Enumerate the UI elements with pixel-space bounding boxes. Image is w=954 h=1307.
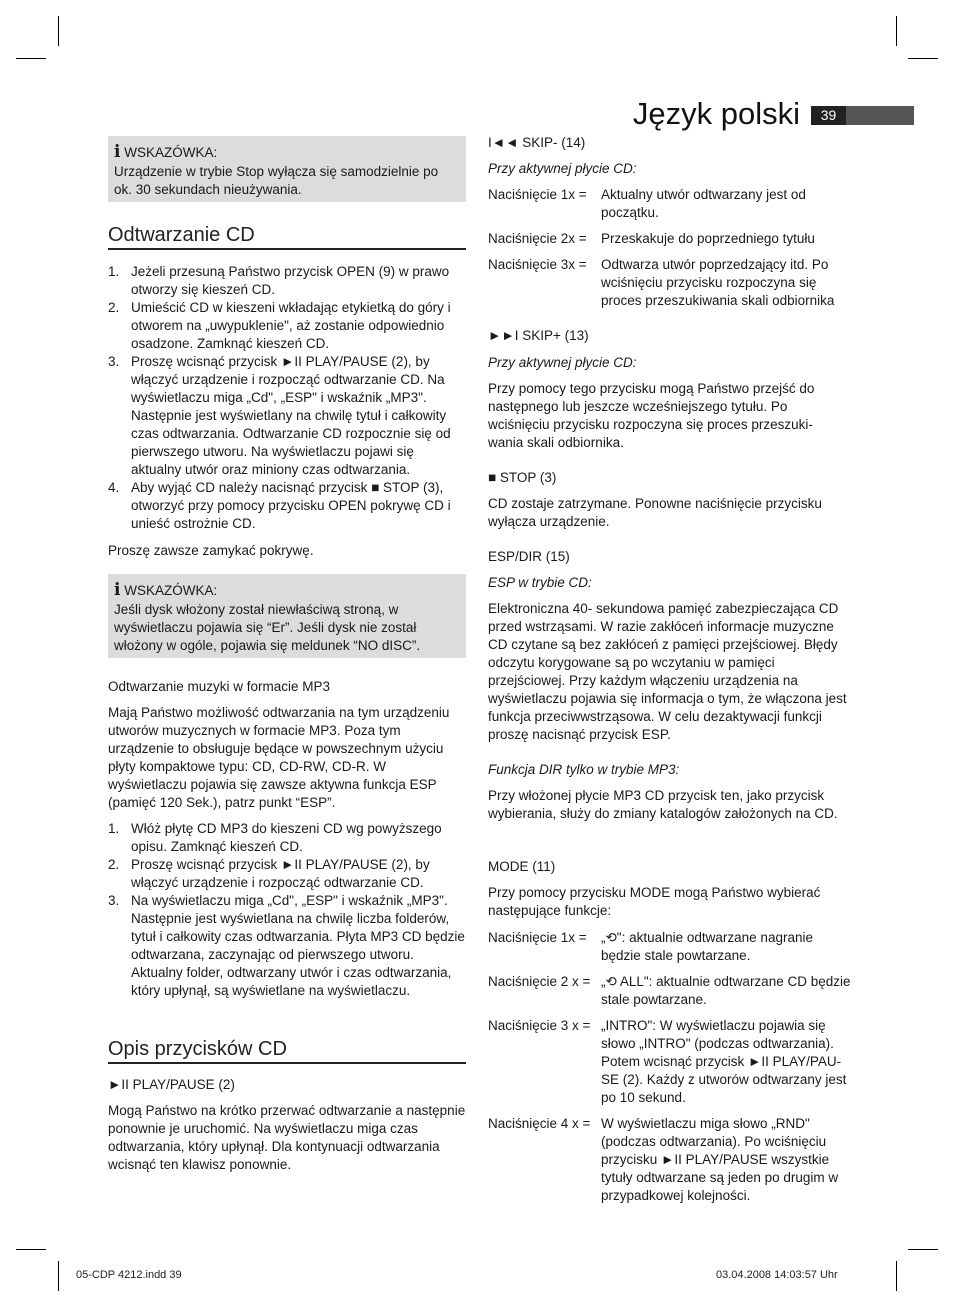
- numbered-list: [108, 263, 466, 533]
- note-label: WSKAZÓWKA:: [124, 583, 218, 598]
- paragraph: CD zostaje zatrzymane. Ponowne naciśnięcie przycisku wyłącza urządzenie.: [488, 496, 822, 529]
- subheading: Odtwarzanie muzyki w formacie MP3: [108, 679, 331, 694]
- list-item: 4. Aby wyjąć CD należy nacisnąć przycisk ■ STOP (3), otworzyć przy pomocy przycisku OPEN pokrywę CD i unieść ostrożnie CD.: [108, 480, 451, 531]
- list-item: 3. Proszę wcisnąć przycisk ►II PLAY/PAUSE (2), by włączyć urządzenie i rozpocząć odtwarzanie CD. Na wyświetlaczu miga „Cd", „ESP" i wskaźnik „MP3". Następnie jest wyświetlany na chwilę tytuł i całkowity czas odtwarzania. Odtwarzanie CD rozpocznie się od pierwszego utworu. Na wyświetlaczu pojawi się aktualny utwór oraz miniony czas odtwarzania.: [108, 354, 451, 477]
- subheading: I◄◄ SKIP- (14): [488, 135, 586, 150]
- crop-mark: [908, 58, 938, 59]
- crop-mark: [16, 58, 46, 59]
- list-item: 2. Proszę wcisnąć przycisk ►II PLAY/PAUSE (2), by włączyć urządzenie i rozpocząć odtwarzanie CD.: [108, 857, 430, 890]
- paragraph: Przy włożonej płycie MP3 CD przycisk ten, jako przycisk wybierania, służy do zmiany katalogów założonych na CD.: [488, 788, 838, 821]
- footer-date: 03.04.2008 14:03:57 Uhr: [716, 1269, 838, 1281]
- crop-mark: [16, 1249, 46, 1250]
- paragraph: Przy pomocy przycisku MODE mogą Państwo wybierać następujące funkcje:: [488, 885, 821, 918]
- subheading-italic: Przy aktywnej płycie CD:: [488, 355, 637, 370]
- note-text: Urządzenie w trybie Stop wyłącza się samodzielnie po ok. 30 sekundach nieużywania.: [114, 164, 439, 197]
- note-header: [114, 143, 217, 162]
- subheading: ►►I SKIP+ (13): [488, 328, 589, 343]
- list-item: 3. Na wyświetlaczu miga „Cd", „ESP" i wskaźnik „MP3". Następnie jest wyświetlana na chwilę liczba folderów, tytuł i całkowity czas odtwarzania. Płyta MP3 CD będzie odtwarzana, zaczynając od pierwszego utworu. Aktualny folder, odtwarzany utwór i czas odtwarzania, który upłynął, są wyświetlane na wyświetlaczu.: [108, 893, 465, 998]
- note-text: Jeśli dysk włożony został niewłaściwą stroną, w wyświetlaczu pojawia się “Er”. Jeśli dysk nie został włożony w ogóle, pojawia się meldunek “NO dISC”.: [114, 602, 421, 653]
- paragraph: Mają Państwo możliwość odtwarzania na tym urządzeniu utworów muzycznych w formacie MP3. Poza tym urządzenie to obsługuje będące w powszechnym użyciu płyty kompaktowe typu: CD, CD-RW, CD-R. W wyświetlaczu pojawia się zawsze aktywna funkcja ESP (pamięć 120 Sek.), patrz punkt “ESP”.: [108, 705, 450, 810]
- numbered-list: [108, 820, 466, 1000]
- paragraph: Mogą Państwo na krótko przerwać odtwarzanie a następnie ponownie je uruchomić. Na wyświetlaczu miga czas odtwarzania, który upłynął. Dla kontynuacji odtwarzania wcisnąć ten klawisz ponownie.: [108, 1103, 466, 1172]
- note-box: [108, 574, 466, 658]
- paragraph: Proszę zawsze zamykać pokrywę.: [108, 543, 314, 558]
- crop-mark: [58, 1261, 59, 1291]
- list-item: 2. Umieścić CD w kieszeni wkładając etykietką do góry i otworem na „uwypuklenie", aż zostanie odpowiednio osadzone. Zamknąć kieszeń CD.: [108, 300, 451, 351]
- note-header: [114, 581, 217, 600]
- crop-mark: [908, 1249, 938, 1250]
- list-item: 1. Jeżeli przesuną Państwo przycisk OPEN (9) w prawo otworzy się kieszeń CD.: [108, 264, 450, 297]
- subheading-italic: ESP w trybie CD:: [488, 575, 592, 590]
- info-icon: i: [114, 142, 121, 162]
- subheading: ■ STOP (3): [488, 470, 557, 485]
- list-item: 1. Włóż płytę CD MP3 do kieszeni CD wg powyższego opisu. Zamknąć kieszeń CD.: [108, 821, 442, 854]
- section-title: Odtwarzanie CD: [108, 222, 466, 250]
- subheading-italic: Przy aktywnej płycie CD:: [488, 161, 637, 176]
- subheading: ►II PLAY/PAUSE (2): [108, 1077, 235, 1092]
- crop-mark: [58, 16, 59, 46]
- paragraph: Przy pomocy tego przycisku mogą Państwo przejść do następnego lub jeszcze wcześniejszego tytułu. Po wciśnięciu przycisku rozpoczyna się proces przeszuki-wania skali odbiornika.: [488, 381, 815, 450]
- section-title: Opis przycisków CD: [108, 1036, 466, 1064]
- paragraph: Elektroniczna 40- sekundowa pamięć zabezpieczająca CD przed wstrząsami. W razie zakłóceń informacje muzyczne CD czytane są bez zakłóceń z pamięci przejściowej. Błędy odczytu korygowane są po wczytaniu w pamięci przejściowej. Przy każdym włączeniu urządzenia na wyświetlaczu pojawia się informacja o tym, że włączona jest funkcja przeciwwstrząsowa. W celu dezaktywacji funkcji proszę nacisnąć przycisk ESP.: [488, 601, 847, 742]
- page-title: Język polski: [632, 96, 800, 131]
- crop-mark: [896, 16, 897, 46]
- subheading: MODE (11): [488, 859, 556, 874]
- info-icon: i: [114, 580, 121, 600]
- subheading: ESP/DIR (15): [488, 549, 570, 564]
- crop-mark: [896, 1261, 897, 1291]
- note-label: WSKAZÓWKA:: [124, 145, 218, 160]
- subheading-italic: Funkcja DIR tylko w trybie MP3:: [488, 762, 680, 777]
- header-bar: [846, 106, 914, 125]
- note-box: [108, 136, 466, 202]
- page-number: 39: [811, 106, 846, 125]
- footer-file: 05-CDP 4212.indd 39: [76, 1269, 182, 1281]
